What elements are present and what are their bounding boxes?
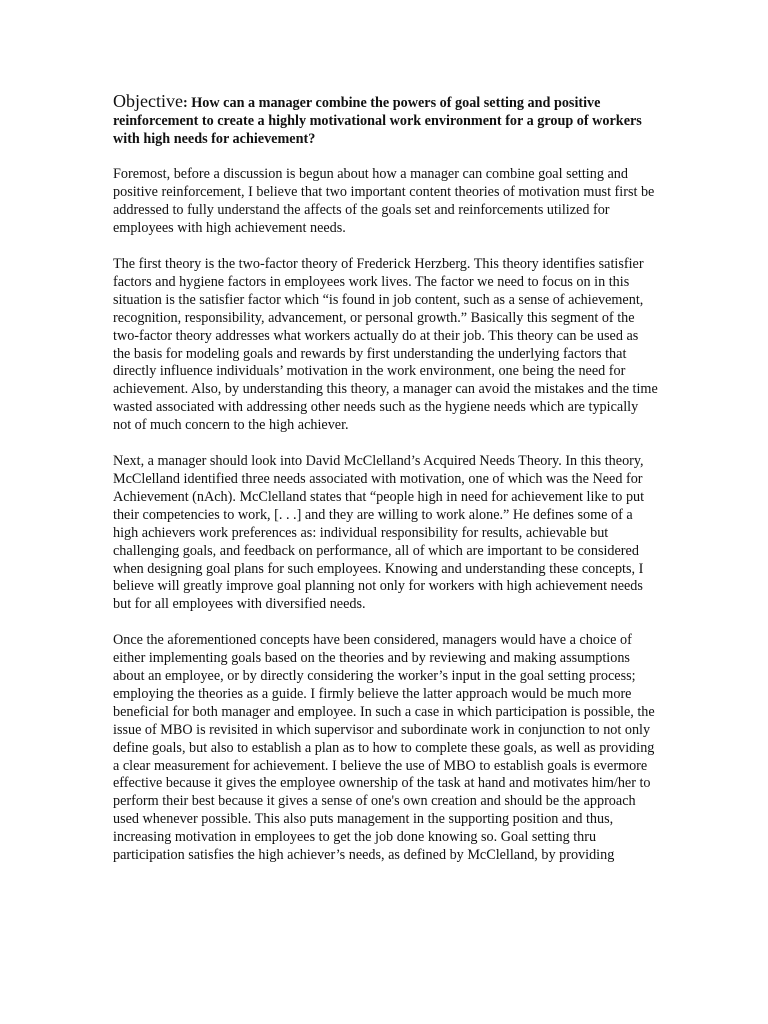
objective-question: : How can a manager combine the powers of goal setting and positive reinforcement to create a highly motivational work environment for a group of workers with high needs for achievement? [113,95,642,147]
paragraph-mbo: Once the aforementioned concepts have been considered, managers would have a choice of either implementing goals based on the theories and by reviewing and making assumptions about an employee, or by directly considering the worker’s input in the goal setting process; employing the theories as a guide. I firmly believe the latter approach would be much more beneficial for both manager and employee. In such a case in which participation is possible, the issue of MBO is revisited in which supervisor and subordinate work in conjunction to not only define goals, but also to establish a plan as to how to complete these goals, as well as providing a clear measurement for achievement. I believe the use of MBO to establish goals is evermore effective because it gives the employee ownership of the task at hand and motivates him/her to perform their best because it gives a sense of one's own creation and should be the approach used whenever possible. This also puts management in the supporting position and thus, increasing motivation in employees to get the job done knowing so. Goal setting thru participation satisfies the high achiever’s needs, as defined by McClelland, by providing [113,632,655,864]
paragraph-herzberg: The first theory is the two-factor theory of Frederick Herzberg. This theory identifies satisfier factors and hygiene factors in employees work lives. The factor we need to focus on in this situation is the satisfier factor which “is found in job content, such as a sense of achievement, recognition, responsibility, advancement, or personal growth.” Basically this segment of the two-factor theory addresses what workers actually do at their job. This theory can be used as the basis for modeling goals and rewards by first understanding the underlying factors that directly influence individuals’ motivation in the work environment, one being the need for achievement. Also, by understanding this theory, a manager can avoid the mistakes and the time wasted associated with addressing other needs such as the hygiene needs which are typically not of much concern to the high achiever. [113,256,658,434]
document-page [113,93,658,883]
paragraph-mcclelland: Next, a manager should look into David McClelland’s Acquired Needs Theory. In this theory, McClelland identified three needs associated with motivation, one of which was the Need for Achievement (nAch). McClelland states that “people high in need for achievement like to put their competencies to work, [. . .] and they are willing to work alone.” He defines some of a high achievers work preferences as: individual responsibility for results, achievable but challenging goals, and feedback on performance, all of which are important to be considered when designing goal plans for such employees. Knowing and understanding these concepts, I believe will greatly improve goal planning not only for workers with high achievement needs but for all employees with diversified needs. [113,453,645,613]
objective-heading [113,93,658,148]
objective-label: Objective [113,91,183,111]
paragraph-intro: Foremost, before a discussion is begun about how a manager can combine goal setting and positive reinforcement, I believe that two important content theories of motivation must first be addressed to fully understand the affects of the goals set and reinforcements utilized for employees with high achievement needs. [113,166,655,237]
